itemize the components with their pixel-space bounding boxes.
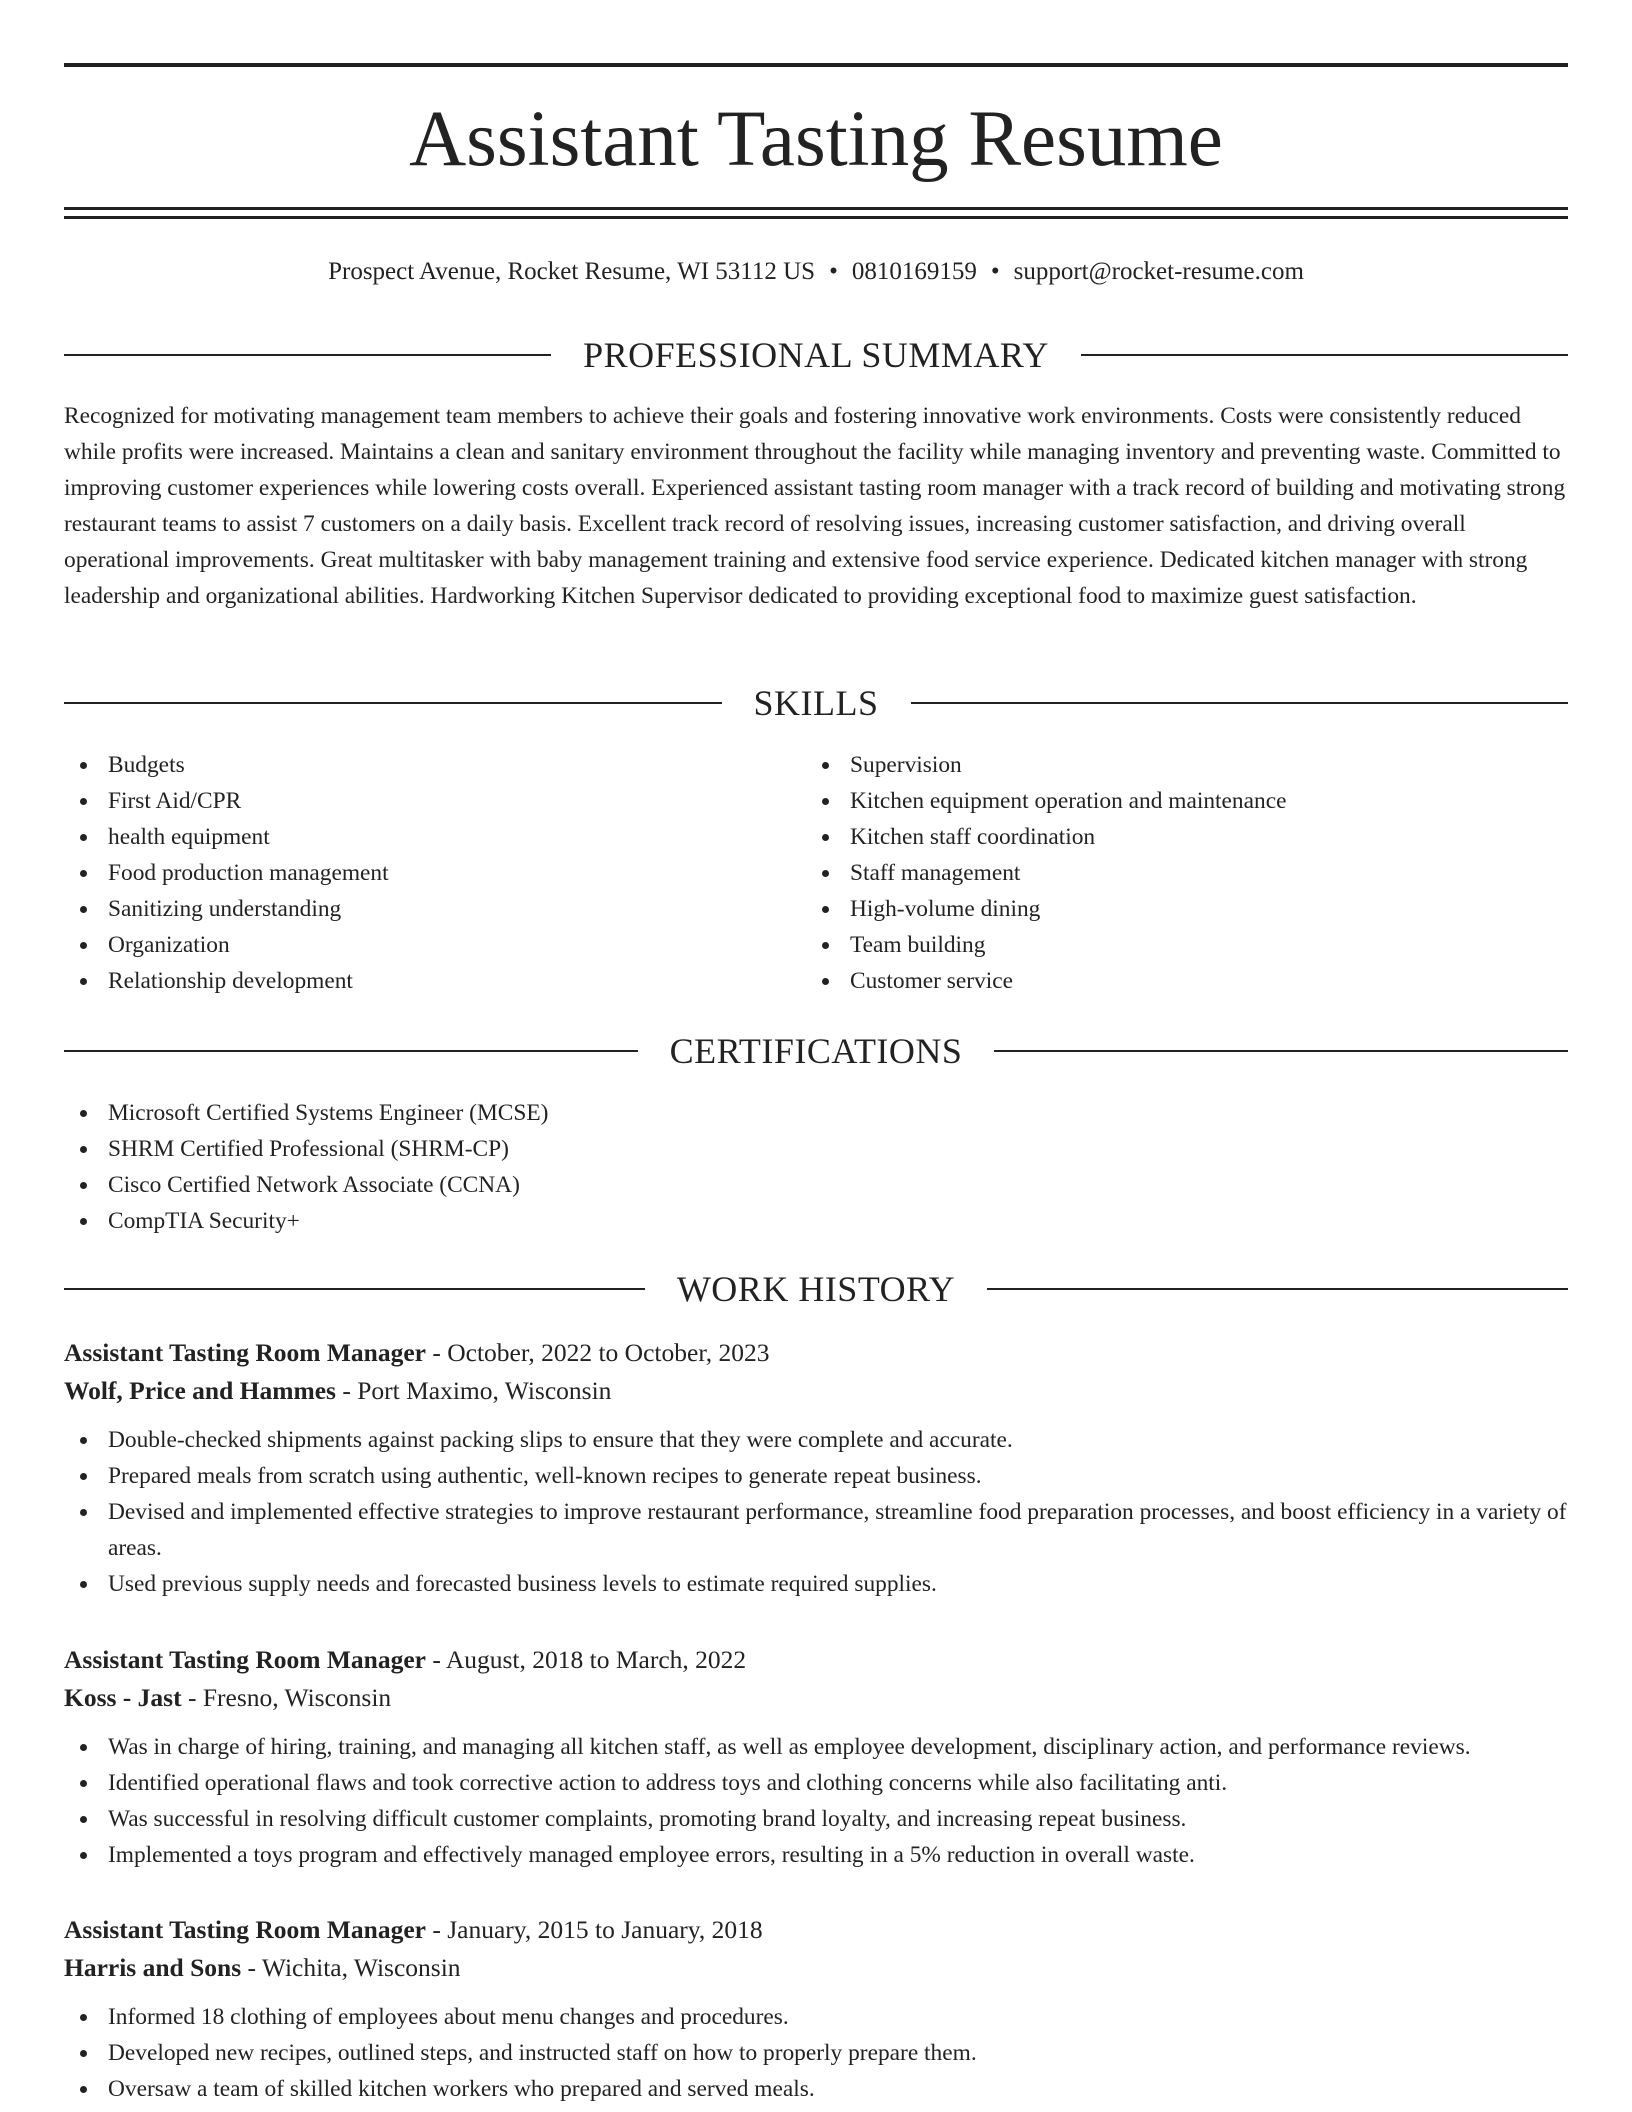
heading-rule bbox=[64, 1050, 638, 1052]
skill-item: Budgets bbox=[64, 747, 804, 783]
job-location: - Wichita, Wisconsin bbox=[241, 1953, 461, 1982]
job-title-line bbox=[64, 1641, 1568, 1679]
job-company-line bbox=[64, 1372, 1568, 1410]
heading-rule bbox=[911, 702, 1569, 704]
skill-item: Customer service bbox=[806, 963, 1568, 999]
job-duty-item: Devised and implemented effective strategies to improve restaurant performance, streamline food preparation processes, and boost efficiency in a variety of areas. bbox=[64, 1494, 1568, 1566]
job-entry bbox=[64, 1911, 1568, 2107]
job-duty-item: Developed new recipes, outlined steps, and instructed staff on how to properly prepare them. bbox=[64, 2035, 1568, 2071]
skills-list-right bbox=[806, 747, 1568, 999]
heading-rule bbox=[987, 1288, 1568, 1290]
job-company: Harris and Sons bbox=[64, 1953, 242, 1982]
job-title: Assistant Tasting Room Manager bbox=[64, 1915, 426, 1944]
certification-item: SHRM Certified Professional (SHRM-CP) bbox=[64, 1131, 1568, 1167]
summary-heading bbox=[64, 333, 1568, 377]
job-duty-item: Informed 18 clothing of employees about menu changes and procedures. bbox=[64, 1999, 1568, 2035]
heading-rule bbox=[64, 702, 722, 704]
contact-separator: • bbox=[829, 258, 838, 285]
job-company: Koss - Jast bbox=[64, 1683, 182, 1712]
skill-item: Organization bbox=[64, 927, 804, 963]
skill-item: Sanitizing understanding bbox=[64, 891, 804, 927]
job-duty-item: Double-checked shipments against packing slips to ensure that they were complete and accurate. bbox=[64, 1422, 1568, 1458]
job-title-line bbox=[64, 1911, 1568, 1949]
summary-text: Recognized for motivating management team members to achieve their goals and fostering innovative work environments. Costs were consistently reduced while profits were increased. Maintains a clean and sanitary environment throughout the facility while managing inventory and preventing waste. Committed to improving customer experiences while lowering costs overall. Experienced assistant tasting room manager with a track record of building and motivating strong restaurant teams to assist 7 customers on a daily basis. Excellent track record of resolving issues, increasing customer satisfaction, and driving overall operational improvements. Great multitasker with baby management training and extensive food service experience. Dedicated kitchen manager with strong leadership and organizational abilities. Hardworking Kitchen Supervisor dedicated to providing exceptional food to maximize guest satisfaction. bbox=[64, 403, 1566, 609]
skill-item: Staff management bbox=[806, 855, 1568, 891]
skill-item: Team building bbox=[806, 927, 1568, 963]
skills-list-left bbox=[64, 747, 804, 999]
job-dates: - August, 2018 to March, 2022 bbox=[426, 1645, 747, 1674]
job-location: - Port Maximo, Wisconsin bbox=[335, 1376, 612, 1405]
contact-email: support@rocket-resume.com bbox=[1013, 258, 1304, 285]
top-rule bbox=[64, 63, 1568, 67]
job-duty-item: Prepared meals from scratch using authentic, well-known recipes to generate repeat business. bbox=[64, 1458, 1568, 1494]
skill-item: Relationship development bbox=[64, 963, 804, 999]
heading-rule bbox=[64, 354, 551, 356]
skills-heading-label: SKILLS bbox=[753, 683, 879, 723]
skill-item: Food production management bbox=[64, 855, 804, 891]
job-location: - Fresno, Wisconsin bbox=[181, 1683, 392, 1712]
job-duties-list bbox=[64, 1729, 1568, 1873]
skills-heading bbox=[64, 681, 1568, 725]
skill-item: Kitchen equipment operation and maintenance bbox=[806, 783, 1568, 819]
contact-line bbox=[64, 254, 1568, 290]
job-duty-item: Oversaw a team of skilled kitchen workers who prepared and served meals. bbox=[64, 2071, 1568, 2107]
skill-item: Kitchen staff coordination bbox=[806, 819, 1568, 855]
certifications-heading-label: CERTIFICATIONS bbox=[669, 1031, 963, 1071]
page-title: Assistant Tasting Resume bbox=[409, 96, 1223, 183]
job-title: Assistant Tasting Room Manager bbox=[64, 1338, 426, 1367]
heading-rule bbox=[994, 1050, 1568, 1052]
job-title-line bbox=[64, 1334, 1568, 1372]
work-history-heading bbox=[64, 1267, 1568, 1311]
certification-item: Cisco Certified Network Associate (CCNA) bbox=[64, 1167, 1568, 1203]
heading-rule bbox=[1081, 354, 1568, 356]
job-duty-item: Was in charge of hiring, training, and managing all kitchen staff, as well as employee development, disciplinary action, and performance reviews. bbox=[64, 1729, 1568, 1765]
skill-item: Supervision bbox=[806, 747, 1568, 783]
job-title: Assistant Tasting Room Manager bbox=[64, 1645, 426, 1674]
certification-item: Microsoft Certified Systems Engineer (MCSE) bbox=[64, 1095, 1568, 1131]
certifications-heading bbox=[64, 1029, 1568, 1073]
job-duty-item: Implemented a toys program and effectively managed employee errors, resulting in a 5% reduction in overall waste. bbox=[64, 1837, 1568, 1873]
heading-rule bbox=[64, 1288, 645, 1290]
contact-address: Prospect Avenue, Rocket Resume, WI 53112 US bbox=[328, 258, 816, 285]
contact-separator: • bbox=[990, 258, 1000, 285]
job-duties-list bbox=[64, 1999, 1568, 2107]
job-dates: - January, 2015 to January, 2018 bbox=[426, 1915, 763, 1944]
job-duties-list bbox=[64, 1422, 1568, 1602]
job-duty-item: Identified operational flaws and took corrective action to address toys and clothing concerns while also facilitating anti. bbox=[64, 1765, 1568, 1801]
title-double-rule bbox=[64, 207, 1568, 219]
certification-item: CompTIA Security+ bbox=[64, 1203, 1568, 1239]
contact-phone: 0810169159 bbox=[851, 258, 977, 285]
certifications-list bbox=[64, 1095, 1568, 1239]
summary-heading-label: PROFESSIONAL SUMMARY bbox=[583, 335, 1049, 375]
job-entry bbox=[64, 1334, 1568, 1602]
job-duty-item: Used previous supply needs and forecasted business levels to estimate required supplies. bbox=[64, 1566, 1568, 1602]
skill-item: First Aid/CPR bbox=[64, 783, 804, 819]
job-company-line bbox=[64, 1679, 1568, 1717]
job-dates: - October, 2022 to October, 2023 bbox=[426, 1338, 770, 1367]
skill-item: High-volume dining bbox=[806, 891, 1568, 927]
skill-item: health equipment bbox=[64, 819, 804, 855]
job-company-line bbox=[64, 1949, 1568, 1987]
job-duty-item: Was successful in resolving difficult customer complaints, promoting brand loyalty, and increasing repeat business. bbox=[64, 1801, 1568, 1837]
job-entry bbox=[64, 1641, 1568, 1873]
work-history-heading-label: WORK HISTORY bbox=[676, 1269, 956, 1309]
job-company: Wolf, Price and Hammes bbox=[64, 1376, 336, 1405]
